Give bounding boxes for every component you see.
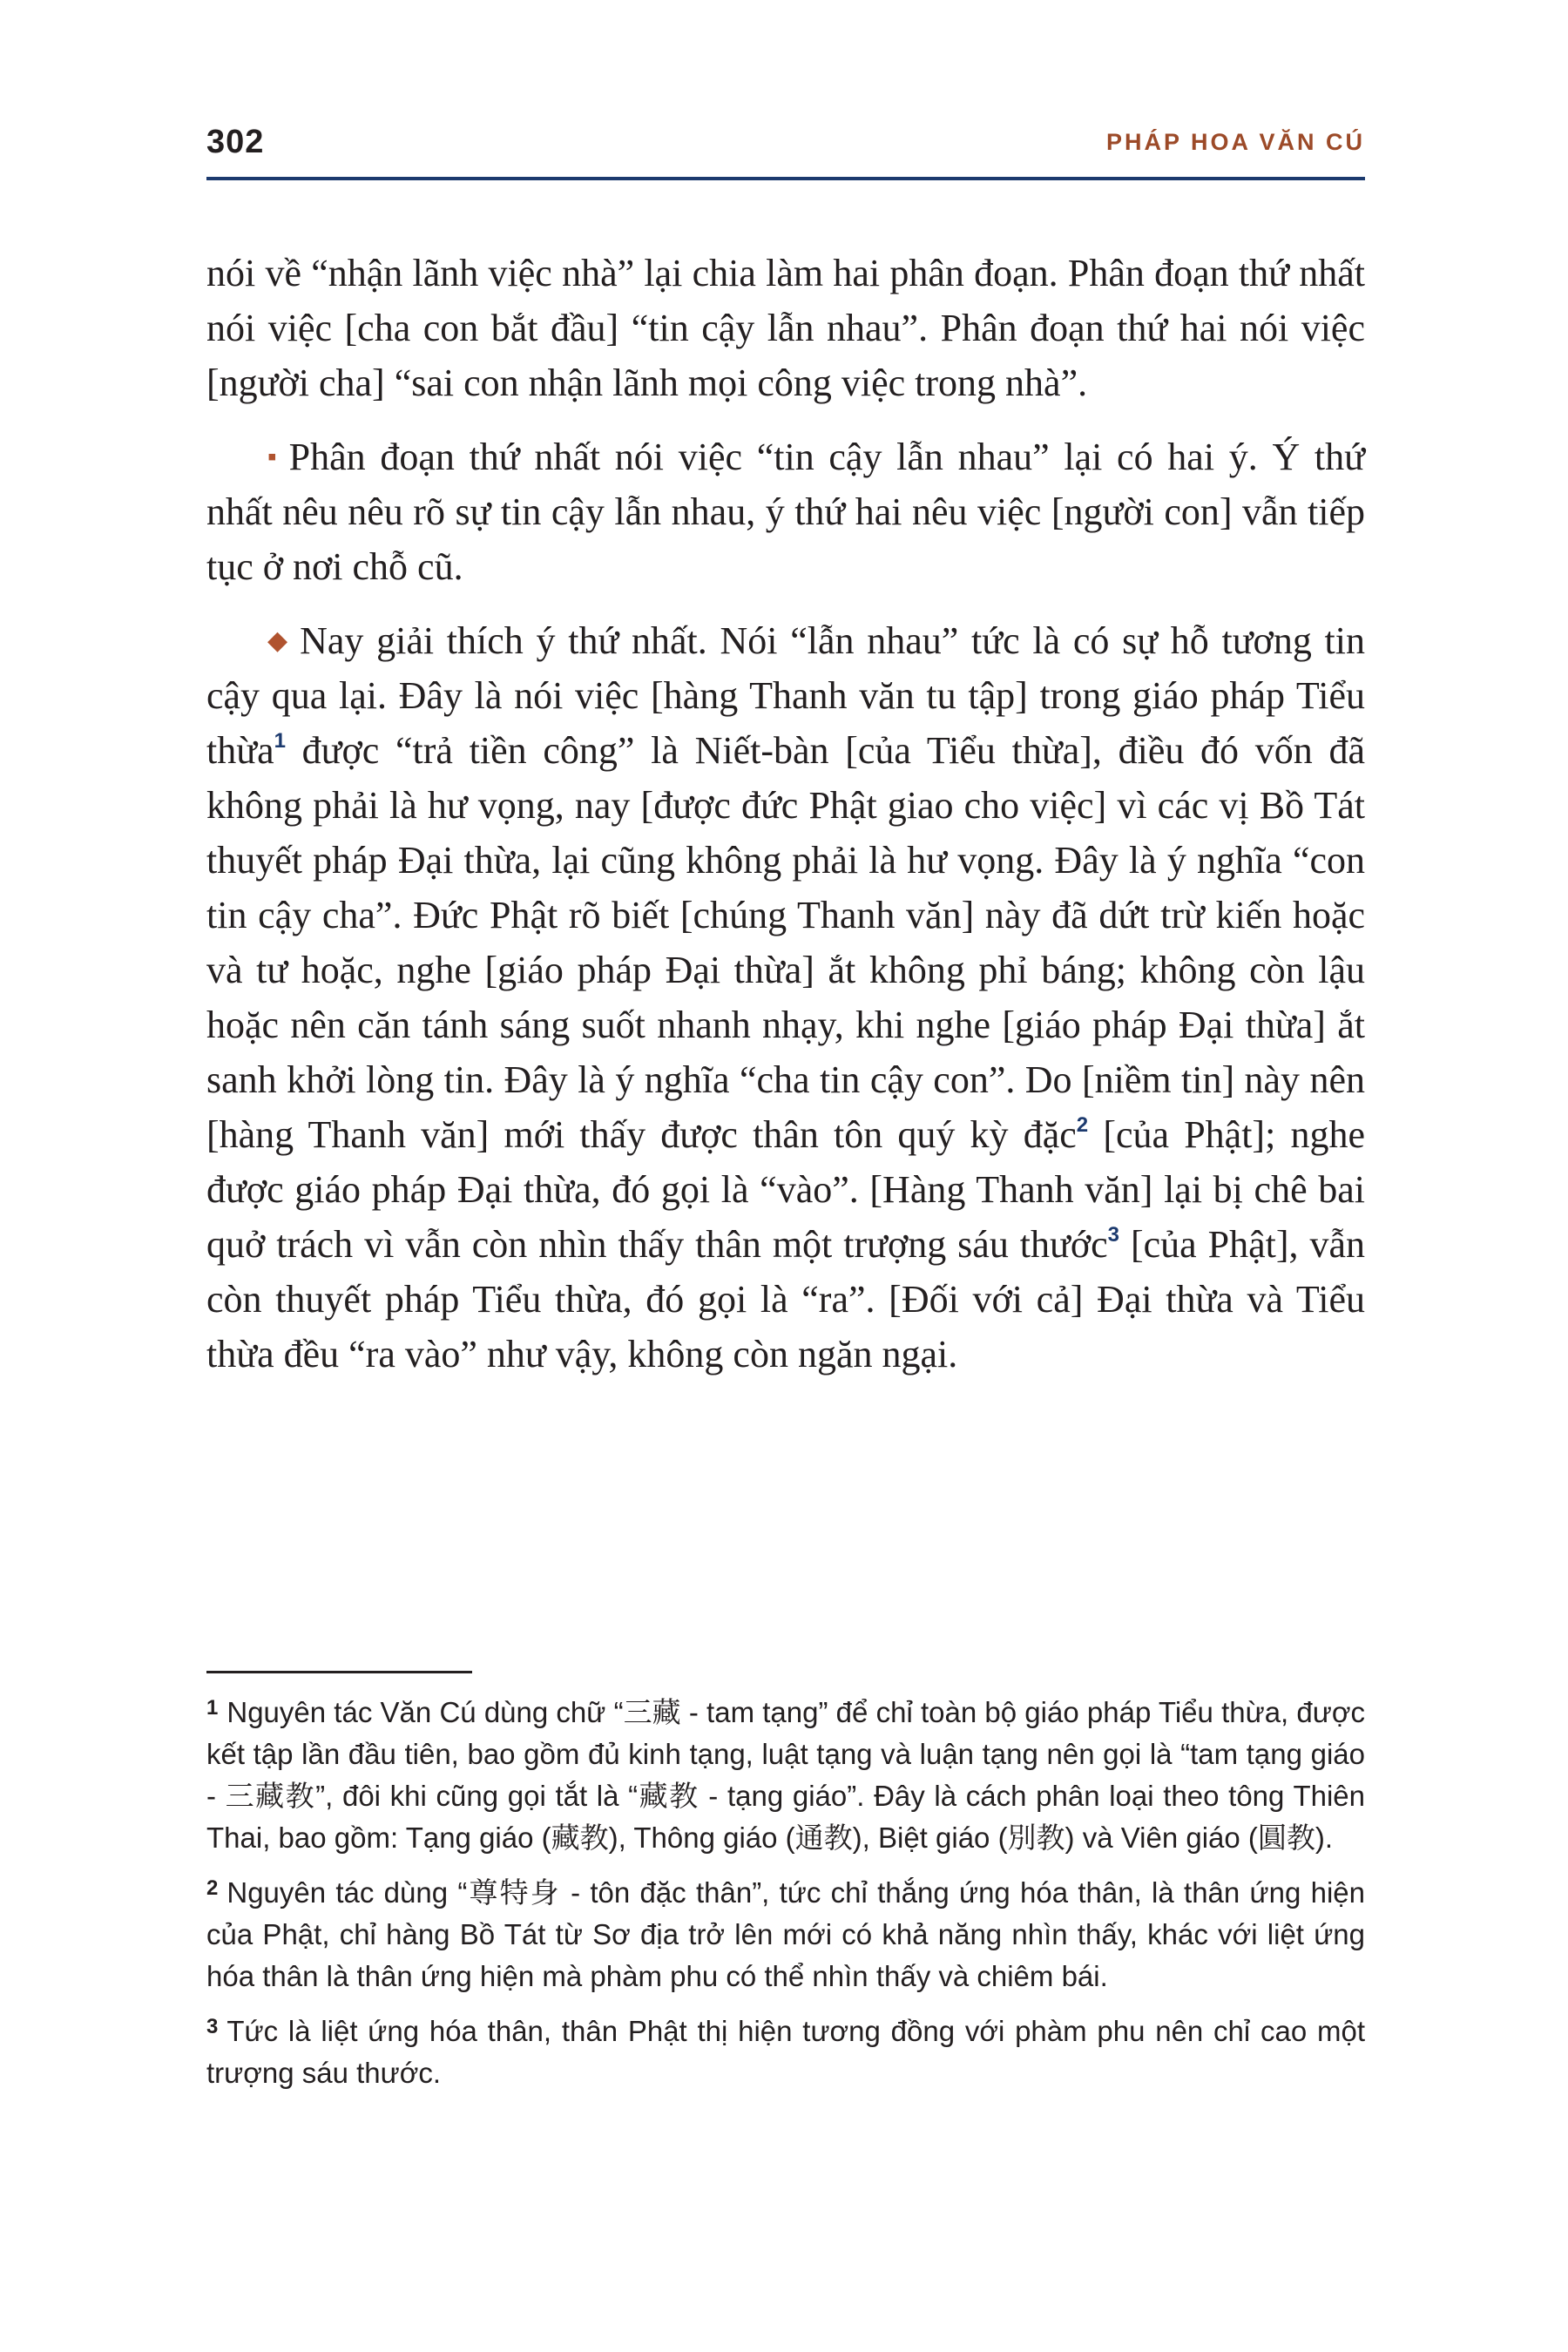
footnote-number: 1	[206, 1696, 219, 1720]
paragraph-3-text-b: được “trả tiền công” là Niết-bàn [của Tiểu thừa], điều đó vốn đã không phải là hư vọng, nay [được đức Phật giao cho việc] vì các vị Bồ Tát thuyết pháp Đại thừa, lại cũng không phải là hư vọng. Đây là ý nghĩa “con tin cậy cha”. Đức Phật rõ biết [chúng Thanh văn] này đã dứt trừ kiến hoặc và tư hoặc, nghe [giáo pháp Đại thừa] ắt không phỉ báng; không còn lậu hoặc nên căn tánh sáng suốt nhanh nhạy, khi nghe [giáo pháp Đại thừa] ắt sanh khởi lòng tin. Đây là ý nghĩa “cha tin cậy con”. Do [niềm tin] này nên [hàng Thanh văn] mới thấy được thân tôn quý kỳ đặc	[206, 729, 1365, 1156]
paragraph-3-text-a: Nay giải thích ý thứ nhất. Nói “lẫn nhau” tức là có sự hỗ tương tin cậy qua lại. Đây là nói việc [hàng Thanh văn tu tập] trong giáo pháp Tiểu thừa	[206, 619, 1365, 772]
running-title: PHÁP HOA VĂN CÚ	[1105, 129, 1365, 155]
square-bullet-icon: ▪	[267, 443, 277, 471]
paragraph-3-text-d: [của Phật], vẫn còn thuyết pháp Tiểu thừa, đó gọi là “ra”. [Đối với cả] Đại thừa và Tiểu thừa đều “ra vào” như vậy, không còn ngăn ngại.	[206, 1223, 1365, 1375]
footnote-text: Nguyên tác Văn Cú dùng chữ “三藏 - tam tạng” để chỉ toàn bộ giáo pháp Tiểu thừa, được kết tập lần đầu tiên, bao gồm đủ kinh tạng, luật tạng và luận tạng nên gọi là “tam tạng giáo - 三藏教”, đôi khi cũng gọi tắt là “藏教 - tạng giáo”. Đây là cách phân loại theo tông Thiên Thai, bao gồm: Tạng giáo (藏教), Thông giáo (通教), Biệt giáo (別教) và Viên giáo (圓教).	[206, 1696, 1365, 1854]
footnote-2	[206, 1868, 1365, 1997]
paragraph-2	[206, 429, 1365, 594]
footnote-divider	[206, 1671, 472, 1673]
main-text	[206, 246, 1365, 1401]
page-header	[206, 124, 1365, 172]
footnote-text: Nguyên tác dùng “尊特身 - tôn đặc thân”, tức chỉ thắng ứng hóa thân, là thân ứng hiện của Phật, chỉ hàng Bồ Tát từ Sơ địa trở lên mới có khả năng nhìn thấy, khác với liệt ứng hóa thân là thân ứng hiện mà phàm phu có thể nhìn thấy và chiêm bái.	[206, 1876, 1365, 1992]
footnote-ref-3[interactable]: 3	[1107, 1223, 1120, 1247]
paragraph-3	[206, 613, 1365, 1382]
footnote-text: Tức là liệt ứng hóa thân, thân Phật thị hiện tương đồng với phàm phu nên chỉ cao một trượng sáu thước.	[206, 2015, 1365, 2089]
paragraph-1: nói về “nhận lãnh việc nhà” lại chia làm hai phân đoạn. Phân đoạn thứ nhất nói việc [cha con bắt đầu] “tin cậy lẫn nhau”. Phân đoạn thứ hai nói việc [người cha] “sai con nhận lãnh mọi công việc trong nhà”.	[206, 252, 1365, 404]
footnote-ref-2[interactable]: 2	[1076, 1113, 1089, 1137]
diamond-bullet-icon: ◆	[267, 626, 288, 655]
footnote-3	[206, 2006, 1365, 2094]
footnote-number: 3	[206, 2015, 219, 2038]
paragraph-2-text: Phân đoạn thứ nhất nói việc “tin cậy lẫn nhau” lại có hai ý. Ý thứ nhất nêu nêu rõ sự tin cậy lẫn nhau, ý thứ hai nêu việc [người con] vẫn tiếp tục ở nơi chỗ cũ.	[206, 436, 1365, 588]
footnote-1	[206, 1687, 1365, 1859]
footnote-ref-1[interactable]: 1	[274, 729, 286, 753]
header-rule	[206, 177, 1365, 180]
footnote-number: 2	[206, 1876, 219, 1900]
footnotes	[206, 1687, 1365, 2103]
paragraph-3-text-c: [của Phật]; nghe được giáo pháp Đại thừa, đó gọi là “vào”. [Hàng Thanh văn] lại bị chê bai quở trách vì vẫn còn nhìn thấy thân một trượng sáu thước	[206, 1113, 1365, 1266]
page-number: 302	[206, 124, 265, 160]
